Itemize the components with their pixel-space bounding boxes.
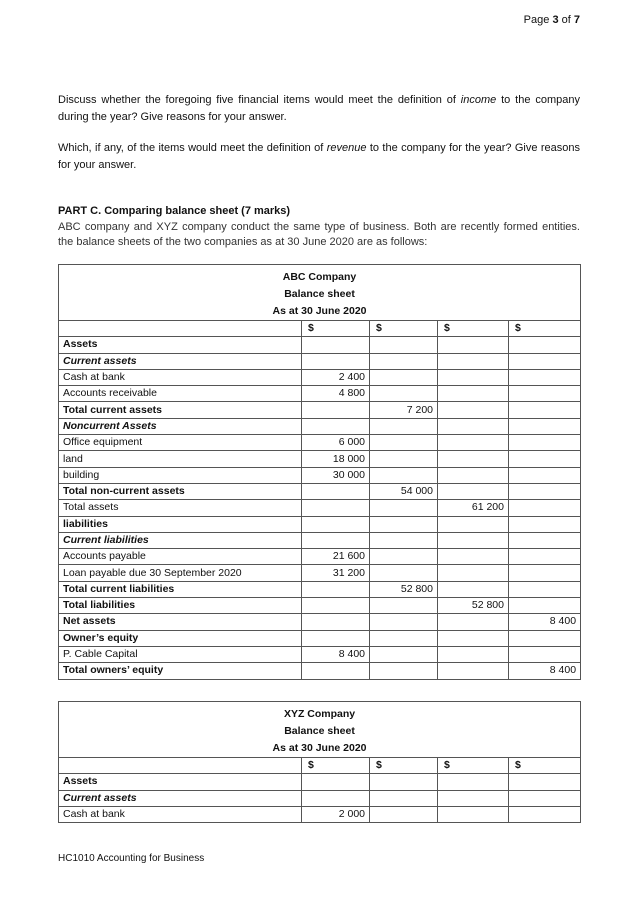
row-label: Assets [59, 774, 302, 790]
amount-cell [302, 337, 370, 353]
column-header: $ [370, 321, 438, 337]
amount-cell: 8 400 [509, 663, 581, 679]
amount-cell: 52 800 [370, 581, 438, 597]
row-label: Owner’s equity [59, 630, 302, 646]
amount-cell [370, 614, 438, 630]
column-header-row [59, 321, 581, 337]
amount-cell [302, 353, 370, 369]
row-label: Cash at bank [59, 369, 302, 385]
amount-cell [370, 418, 438, 434]
table-row [59, 483, 581, 499]
table-row [59, 516, 581, 532]
amount-cell: 8 400 [302, 646, 370, 662]
amount-cell [370, 386, 438, 402]
table-row [59, 790, 581, 806]
row-label: Current liabilities [59, 532, 302, 548]
amount-cell [509, 630, 581, 646]
amount-cell [509, 806, 581, 822]
amount-cell [438, 630, 509, 646]
amount-cell [438, 774, 509, 790]
amount-cell [438, 337, 509, 353]
row-label: Total current liabilities [59, 581, 302, 597]
amount-cell [370, 646, 438, 662]
table-row [59, 451, 581, 467]
statement-name: Balance sheet [284, 288, 355, 300]
row-label: Current assets [59, 353, 302, 369]
amount-cell [370, 353, 438, 369]
amount-cell [438, 806, 509, 822]
amount-cell [509, 646, 581, 662]
row-label: Noncurrent Assets [59, 418, 302, 434]
amount-cell [370, 663, 438, 679]
row-label: Current assets [59, 790, 302, 806]
row-label: Accounts payable [59, 549, 302, 565]
row-label: Total current assets [59, 402, 302, 418]
amount-cell [302, 581, 370, 597]
amount-cell [370, 337, 438, 353]
row-label: Total liabilities [59, 598, 302, 614]
amount-cell [438, 646, 509, 662]
amount-cell [509, 451, 581, 467]
row-label: Assets [59, 337, 302, 353]
amount-cell [509, 532, 581, 548]
amount-cell [438, 483, 509, 499]
column-header: $ [370, 758, 438, 774]
amount-cell [370, 565, 438, 581]
amount-cell [302, 418, 370, 434]
amount-cell [438, 353, 509, 369]
amount-cell [438, 790, 509, 806]
amount-cell [438, 386, 509, 402]
column-header: $ [302, 758, 370, 774]
column-header: $ [302, 321, 370, 337]
table-row [59, 418, 581, 434]
amount-cell [509, 467, 581, 483]
amount-cell: 8 400 [509, 614, 581, 630]
amount-cell [302, 500, 370, 516]
table-row [59, 774, 581, 790]
amount-cell [438, 549, 509, 565]
amount-cell: 2 000 [302, 806, 370, 822]
amount-cell [438, 402, 509, 418]
column-header: $ [509, 758, 581, 774]
amount-cell [370, 549, 438, 565]
table-row [59, 500, 581, 516]
amount-cell [370, 532, 438, 548]
row-label: land [59, 451, 302, 467]
row-label: Total assets [59, 500, 302, 516]
amount-cell [509, 337, 581, 353]
amount-cell [438, 467, 509, 483]
amount-cell: 21 600 [302, 549, 370, 565]
amount-cell [438, 516, 509, 532]
amount-cell [370, 598, 438, 614]
table-row [59, 386, 581, 402]
table-row [59, 646, 581, 662]
row-label: Accounts receivable [59, 386, 302, 402]
statement-date: As at 30 June 2020 [272, 742, 367, 754]
amount-cell [302, 630, 370, 646]
amount-cell [302, 483, 370, 499]
row-label: building [59, 467, 302, 483]
amount-cell [370, 500, 438, 516]
amount-cell [438, 532, 509, 548]
row-label: Total owners’ equity [59, 663, 302, 679]
table-row [59, 435, 581, 451]
statement-name: Balance sheet [284, 725, 355, 737]
amount-cell [370, 806, 438, 822]
table-title [59, 265, 581, 321]
row-label: Total non-current assets [59, 483, 302, 499]
amount-cell [370, 451, 438, 467]
amount-cell: 18 000 [302, 451, 370, 467]
amount-cell: 30 000 [302, 467, 370, 483]
amount-cell: 52 800 [438, 598, 509, 614]
amount-cell [509, 386, 581, 402]
amount-cell [509, 581, 581, 597]
question-income: Discuss whether the foregoing five financial items would meet the definition of income to the company during the year? Give reasons for your answer. [58, 94, 580, 123]
amount-cell [509, 598, 581, 614]
amount-cell [438, 614, 509, 630]
column-header-row [59, 758, 581, 774]
amount-cell: 4 800 [302, 386, 370, 402]
amount-cell [509, 549, 581, 565]
table-title-row [59, 265, 581, 321]
header-blank-cell [59, 758, 302, 774]
company-name: ABC Company [282, 271, 357, 283]
amount-cell: 6 000 [302, 435, 370, 451]
table-title [59, 702, 581, 758]
table-row [59, 806, 581, 822]
page-footer: HC1010 Accounting for Business [58, 853, 205, 864]
table-row [59, 598, 581, 614]
amount-cell [438, 418, 509, 434]
table-row [59, 630, 581, 646]
amount-cell [509, 402, 581, 418]
amount-cell [370, 790, 438, 806]
amount-cell [438, 581, 509, 597]
table-row [59, 663, 581, 679]
amount-cell [438, 451, 509, 467]
amount-cell: 7 200 [370, 402, 438, 418]
amount-cell [509, 369, 581, 385]
header-blank-cell [59, 321, 302, 337]
amount-cell [302, 402, 370, 418]
company-name: XYZ Company [283, 708, 356, 720]
row-label: Cash at bank [59, 806, 302, 822]
amount-cell [370, 467, 438, 483]
amount-cell [509, 516, 581, 532]
table-title-row [59, 702, 581, 758]
amount-cell [370, 369, 438, 385]
amount-cell [302, 516, 370, 532]
column-header: $ [438, 321, 509, 337]
table-row [59, 467, 581, 483]
amount-cell [509, 500, 581, 516]
amount-cell [370, 774, 438, 790]
column-header: $ [438, 758, 509, 774]
amount-cell: 31 200 [302, 565, 370, 581]
abc-balance-sheet-table [58, 264, 581, 680]
amount-cell [509, 483, 581, 499]
amount-cell: 54 000 [370, 483, 438, 499]
amount-cell [509, 790, 581, 806]
table-row [59, 614, 581, 630]
amount-cell [302, 774, 370, 790]
row-label: P. Cable Capital [59, 646, 302, 662]
table-row [59, 565, 581, 581]
table-row [59, 337, 581, 353]
table-row [59, 402, 581, 418]
row-label: Loan payable due 30 September 2020 [59, 565, 302, 581]
amount-cell: 61 200 [438, 500, 509, 516]
amount-cell [370, 516, 438, 532]
amount-cell [509, 565, 581, 581]
amount-cell [509, 353, 581, 369]
amount-cell [438, 565, 509, 581]
amount-cell [438, 435, 509, 451]
row-label: Net assets [59, 614, 302, 630]
amount-cell [509, 418, 581, 434]
row-label: Office equipment [59, 435, 302, 451]
amount-cell [302, 663, 370, 679]
part-c-title: PART C. Comparing balance sheet (7 marks) [58, 205, 291, 217]
table-row [59, 532, 581, 548]
page-number: Page 3 of 7 [523, 14, 580, 26]
part-c-intro: ABC company and XYZ company conduct the same type of business. Both are recently formed entities. the balance sheets of the two companies as at 30 June 2020 are as follows: [58, 221, 580, 248]
row-label: liabilities [59, 516, 302, 532]
amount-cell [302, 790, 370, 806]
question-revenue: Which, if any, of the items would meet the definition of revenue to the company for the year? Give reasons for your answer. [58, 142, 580, 171]
table-row [59, 549, 581, 565]
amount-cell [509, 435, 581, 451]
amount-cell [302, 614, 370, 630]
amount-cell [509, 774, 581, 790]
table-row [59, 369, 581, 385]
statement-date: As at 30 June 2020 [272, 305, 367, 317]
amount-cell [302, 598, 370, 614]
column-header: $ [509, 321, 581, 337]
xyz-balance-sheet-table [58, 701, 581, 823]
amount-cell: 2 400 [302, 369, 370, 385]
table-row [59, 581, 581, 597]
amount-cell [370, 435, 438, 451]
amount-cell [370, 630, 438, 646]
table-row [59, 353, 581, 369]
amount-cell [438, 663, 509, 679]
amount-cell [302, 532, 370, 548]
amount-cell [438, 369, 509, 385]
